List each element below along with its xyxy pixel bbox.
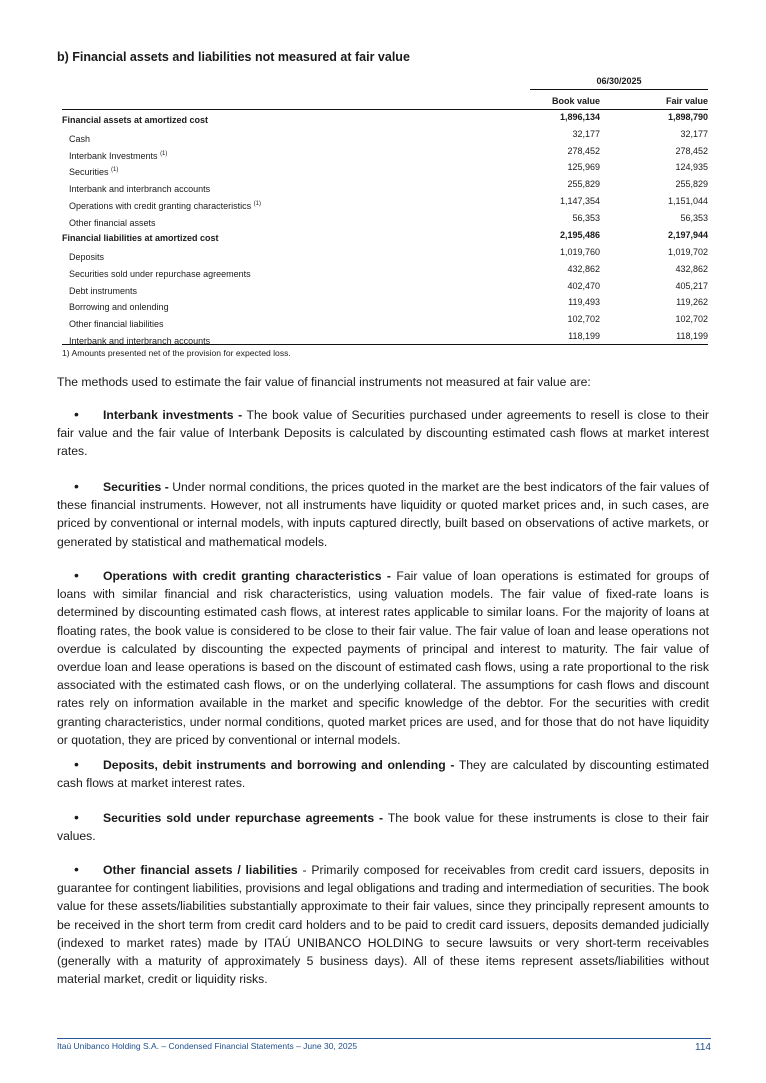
bullet-icon: • — [74, 861, 79, 877]
row-label-text: Interbank Investments — [69, 150, 158, 161]
table-row — [62, 213, 708, 230]
header-rule — [62, 109, 708, 110]
paragraph-text: The book value of Securities purchased under agreements to resell is close to their fair value and the fair value of Interbank Deposits is calculated by discounting estimated cash flows at market interest rates. — [57, 408, 709, 459]
table-row — [62, 297, 708, 314]
paragraph-title: Other financial assets / liabilities — [103, 863, 298, 877]
row-label — [69, 286, 137, 296]
row-label-text: Securities — [69, 167, 109, 178]
table-row — [62, 264, 708, 281]
bullet-icon: • — [74, 567, 79, 583]
paragraph-text: Under normal conditions, the prices quoted in the market are the best indicators of the fair values of these financial instruments. However, not all instruments have liquidity or quoted market prices and, in such cases, are priced by conventional or internal models, with inputs captured directly, built based on observations of active markets, or generated by statistical and mathematical models. — [57, 480, 709, 549]
row-label — [69, 218, 156, 228]
bullet-icon: • — [74, 478, 79, 494]
paragraph-credit-operations — [57, 566, 709, 749]
bullet-icon: • — [74, 809, 79, 825]
book-value-cell: 1,147,354 — [559, 195, 600, 206]
table-row — [62, 112, 708, 129]
fair-value-cell: 255,829 — [675, 179, 708, 190]
book-value-cell: 118,199 — [568, 331, 600, 342]
row-label — [69, 134, 90, 144]
fair-value-cell: 1,898,790 — [667, 112, 708, 122]
row-label-text: Cash — [69, 133, 91, 144]
row-label-text: Financial liabilities at amortized cost — [62, 232, 219, 243]
row-label — [62, 115, 208, 125]
paragraph-title: Securities - — [103, 480, 169, 494]
period-header: 06/30/2025 — [596, 76, 642, 86]
footnote-marker: (1) — [111, 167, 119, 174]
row-label — [69, 269, 251, 279]
row-label-text: Deposits — [69, 252, 105, 263]
footnote-marker: (1) — [160, 150, 168, 157]
row-label — [69, 184, 210, 194]
book-value-cell: 56,353 — [572, 212, 600, 223]
row-label — [62, 233, 219, 243]
book-value-cell: 32,177 — [572, 128, 600, 139]
table-row — [62, 314, 708, 331]
col-header-fair-value: Fair value — [665, 96, 708, 106]
bullet-icon: • — [74, 406, 79, 422]
table-body — [62, 112, 708, 348]
book-value-cell: 432,862 — [567, 263, 600, 274]
table-row — [62, 179, 708, 196]
paragraph-other-financial — [57, 860, 709, 988]
period-rule — [530, 89, 708, 90]
fair-value-cell: 56,353 — [680, 212, 708, 223]
paragraph-text: Fair value of loan operations is estimated for groups of loans with similar financial and risk characteristics, using valuation models. The fair value of fixed-rate loans is determined by discounting estimated cash flows, at interest rates applicable to similar loans. For the majority of loans at floating rates, the book value is considered to be close to their fair value. The fair value of loan and lease operations not overdue is calculated by discounting the expected payments of principal and interest to maturity. The fair value of overdue loan and lease operations is based on the discount of estimated cash flows, using a rate proportional to the risk associated with the estimated cash flows, or on the underlying collateral. The assumptions for cash flows and discount rates rely on information available in the market and specific knowledge of the debtor. For the securities with credit granting characteristics, under normal conditions, quoted market prices are used, and for those that do not have liquidity or quotation, they are priced by conventional or internal models. — [57, 569, 709, 747]
fair-value-cell: 432,862 — [675, 263, 708, 274]
table-row — [62, 196, 708, 213]
table-row — [62, 281, 708, 298]
fair-value-cell: 1,151,044 — [667, 195, 708, 206]
paragraph-repurchase-agreements — [57, 808, 709, 845]
paragraph-title: Securities sold under repurchase agreements - — [103, 811, 384, 825]
table-row — [62, 247, 708, 264]
intro-text: The methods used to estimate the fair value of financial instruments not measured at fair value are: — [57, 375, 591, 389]
row-label-text: Debt instruments — [69, 285, 138, 296]
book-value-cell: 278,452 — [567, 145, 600, 156]
table-footnote: 1) Amounts presented net of the provision for expected loss. — [62, 348, 291, 358]
book-value-cell: 2,195,486 — [559, 229, 600, 240]
fair-value-cell: 102,702 — [675, 314, 708, 325]
row-label — [69, 302, 169, 312]
book-value-cell: 1,896,134 — [559, 112, 600, 122]
table-row — [62, 129, 708, 146]
row-label-text: Financial assets at amortized cost — [62, 115, 209, 125]
fair-value-cell: 405,217 — [675, 280, 708, 291]
paragraph-text: They are calculated by discounting estimated cash flows at market interest rates. — [57, 758, 709, 791]
fair-value-cell: 32,177 — [680, 128, 708, 139]
row-label — [69, 167, 118, 177]
col-header-book-value: Book value — [551, 96, 600, 106]
table-row — [62, 230, 708, 248]
footnote-marker: (1) — [253, 200, 261, 207]
table-row — [62, 162, 708, 179]
footer-text: Itaú Unibanco Holding S.A. – Condensed Financial Statements – June 30, 2025 — [57, 1041, 358, 1051]
row-label-text: Operations with credit granting characteristics — [69, 200, 252, 211]
row-label — [69, 319, 164, 329]
fair-value-cell: 124,935 — [675, 162, 708, 173]
page-number: 114 — [695, 1042, 711, 1053]
table-row — [62, 331, 708, 348]
book-value-cell: 119,493 — [568, 297, 600, 308]
row-label-text: Interbank and interbranch accounts — [69, 336, 211, 347]
row-label — [69, 252, 104, 262]
paragraph-text: - Primarily composed for receivables from credit card issuers, deposits in guarantee for contingent liabilities, provisions and legal obligations and trading and intermediation of securities. The book value for these assets/liabilities substantially approximate to their fair values, since they principally represent amounts to be received in the short term from credit card holders and to be paid to credit card issuers, deposits demanded judicially (indexed to market rates) made by ITAÚ UNIBANCO HOLDING to secure lawsuits or very short-term receivables (generally with a maturity of approximately 5 business days). All of these items represent assets/liabilities without material market, credit or liquidity risks. — [57, 863, 709, 987]
paragraph-title: Deposits, debit instruments and borrowing and onlending - — [103, 758, 455, 772]
paragraph-title: Operations with credit granting characteristics - — [103, 569, 391, 583]
row-label — [69, 201, 261, 211]
paragraph-deposits — [57, 755, 709, 792]
fair-value-cell: 2,197,944 — [667, 229, 708, 240]
paragraph-title: Interbank investments - — [103, 408, 243, 422]
fair-value-cell: 1,019,702 — [667, 247, 708, 258]
fair-value-cell: 118,199 — [676, 331, 708, 342]
paragraph-securities — [57, 477, 709, 551]
row-label-text: Other financial assets — [69, 217, 156, 228]
fair-value-cell: 278,452 — [675, 145, 708, 156]
footer-rule — [57, 1038, 711, 1039]
fair-value-cell: 119,262 — [676, 297, 708, 308]
row-label-text: Other financial liabilities — [69, 319, 164, 330]
book-value-cell: 125,969 — [567, 162, 600, 173]
section-title: b) Financial assets and liabilities not measured at fair value — [57, 50, 410, 64]
row-label-text: Securities sold under repurchase agreements — [69, 268, 251, 279]
book-value-cell: 1,019,760 — [559, 247, 600, 258]
row-label-text: Interbank and interbranch accounts — [69, 184, 211, 195]
table-row — [62, 146, 708, 163]
book-value-cell: 255,829 — [567, 179, 600, 190]
paragraph-text: The book value for these instruments is close to their fair values. — [57, 811, 709, 844]
book-value-cell: 402,470 — [567, 280, 600, 291]
book-value-cell: 102,702 — [567, 314, 600, 325]
row-label-text: Borrowing and onlending — [69, 302, 169, 313]
paragraph-interbank-investments — [57, 405, 709, 461]
row-label — [69, 151, 167, 161]
bottom-rule — [62, 344, 708, 345]
bullet-icon: • — [74, 756, 79, 772]
